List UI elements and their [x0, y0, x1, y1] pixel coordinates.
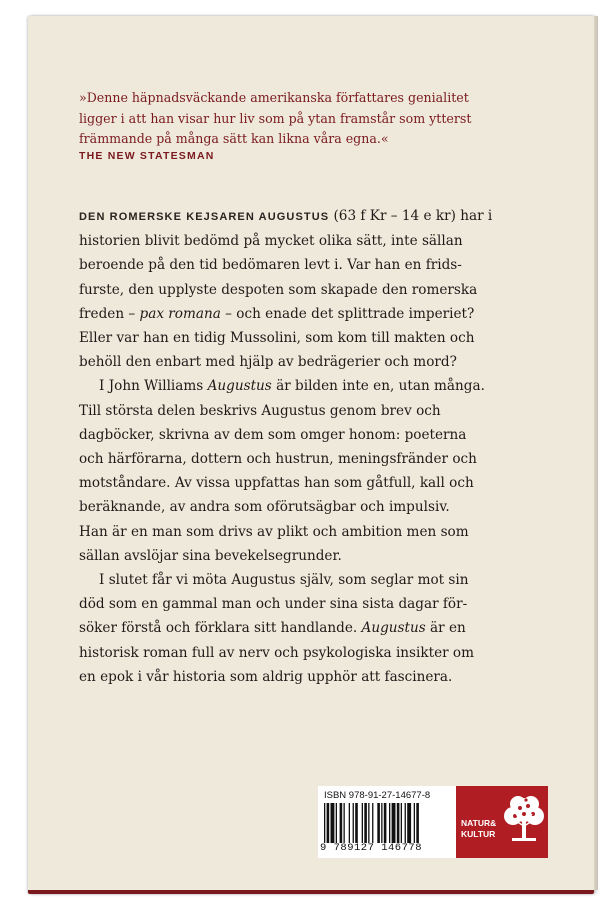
barcode-bar: [381, 803, 382, 843]
text-line: Eller var han en tidig Mussolini, som kom till makten och: [79, 330, 475, 347]
barcode-bar: [324, 803, 325, 843]
barcode-bar: [392, 803, 396, 843]
paragraph-3: I slutet får vi möta Augustus själv, som seglar mot sin död som en gammal man och under sina sista dagar för- söker förstå och förklara sitt handlande. Augustus är en historisk roman full av nerv och psykologiska insikter om en epok i vår historia som aldrig upphör att fascinera.: [79, 568, 539, 689]
quote-line: »Denne häpnadsväckande amerikanska författares genialitet: [79, 90, 469, 105]
barcode-bar: [401, 803, 402, 843]
paragraph-1: DEN ROMERSKE KEJSAREN AUGUSTUS (63 f Kr – 14 e kr) har i historien blivit bedömd på mycket olika sätt, inte sällan beroende på den tid bedömaren levt i. Var han en frids- furste, den upplyste despoten som skapade den romerska freden – pax romana – och enade det splittrade imperiet? Eller var han en tidig Mussolini, som kom till makten och behöll den enbart med hjälp av bedrägerier och mord?: [79, 204, 539, 374]
text-line: död som en gammal man och under sina sista dagar för-: [79, 596, 468, 613]
italic-title: Augustus: [361, 620, 426, 637]
text-line: och härförarna, dottern och hustrun, meningsfränder och: [79, 451, 477, 468]
barcode-bar: [397, 803, 400, 843]
text-line: dagböcker, skrivna av dem som omger honom: poeterna: [79, 426, 467, 443]
publisher-name: NATUR& KULTUR: [461, 818, 497, 839]
text-line: motståndare. Av vissa uppfattas han som gåtfull, kall och: [79, 475, 474, 492]
italic-phrase: pax romana: [139, 305, 221, 322]
barcode-bar: [407, 803, 411, 843]
barcode-bar: [344, 803, 345, 843]
barcode-bar: [327, 803, 330, 843]
text-line: sällan avslöjar sina bevekelsegrunder.: [79, 547, 342, 564]
barcode-bar: [368, 803, 369, 843]
lead-in: DEN ROMERSKE KEJSAREN AUGUSTUS: [79, 211, 330, 223]
barcode-bar: [414, 803, 415, 843]
barcode-bar: [340, 803, 343, 843]
quote-line: främmande på många sätt kan likna våra egna.«: [79, 131, 389, 146]
barcode-bar: [355, 803, 358, 843]
isbn-digits: 9 789127 146778: [320, 842, 423, 854]
quote-source: THE NEW STATESMAN: [79, 150, 215, 162]
barcode-bar: [353, 803, 354, 843]
text-line: behöll den enbart med hjälp av bedrägerier och mord?: [79, 354, 457, 371]
barcode-bar: [362, 803, 363, 843]
review-quote: [79, 88, 479, 150]
text-line: beräknande, av andra som oförutsägbar och impulsiv.: [79, 499, 450, 516]
tree-icon: [500, 792, 548, 852]
italic-title: Augustus: [207, 378, 272, 395]
text-line: historisk roman full av nerv och psykologiska insikter om: [79, 644, 475, 661]
text-line: en epok i vår historia som aldrig upphör att fascinera.: [79, 668, 453, 685]
quote-line: ligger i att han visar hur liv som på ytan framstår som ytterst: [79, 110, 472, 126]
text-line: Till största delen beskrivs Augustus genom brev och: [79, 402, 441, 419]
paragraph-2: I John Williams Augustus är bilden inte en, utan många. Till största delen beskrivs Augustus genom brev och dagböcker, skrivna av dem som omger honom: poeterna och härförarna, dottern och hustrun, meningsfränder och motståndare. Av vissa uppfattas han som gåtfull, kall och beräknande, av andra som oförutsägbar och impulsiv. Han är en man som drivs av plikt och ambition men som sällan avslöjar sina bevekelsegrunder.: [79, 374, 539, 568]
text-line: historien blivit bedömd på mycket olika sätt, inte sällan: [79, 233, 463, 250]
text-line: I slutet får vi möta Augustus själv, som seglar mot sin: [99, 572, 469, 589]
barcode-bar: [349, 803, 350, 843]
barcode-bar: [384, 803, 387, 843]
publisher-logo: [456, 786, 548, 858]
barcode-bar: [405, 803, 406, 843]
barcode-bar: [331, 803, 335, 843]
barcode-bar: [372, 803, 373, 843]
barcode-bar: [336, 803, 337, 843]
text-line: furste, den upplyste despoten som skapade den romerska: [79, 281, 478, 298]
text-line: beroende på den tid bedömaren levt i. Var han en frids-: [79, 257, 462, 274]
barcode-bar: [389, 803, 390, 843]
book-description: [79, 204, 539, 689]
isbn-label: ISBN 978-91-27-14677-8: [324, 790, 431, 801]
text-line: Han är en man som drivs av plikt och ambition men som: [79, 523, 469, 540]
barcode-bar: [364, 803, 367, 843]
barcode-bar: [416, 803, 419, 843]
isbn-barcode: [318, 786, 456, 858]
barcode-bars: [324, 803, 450, 843]
barcode-bar: [377, 803, 380, 843]
